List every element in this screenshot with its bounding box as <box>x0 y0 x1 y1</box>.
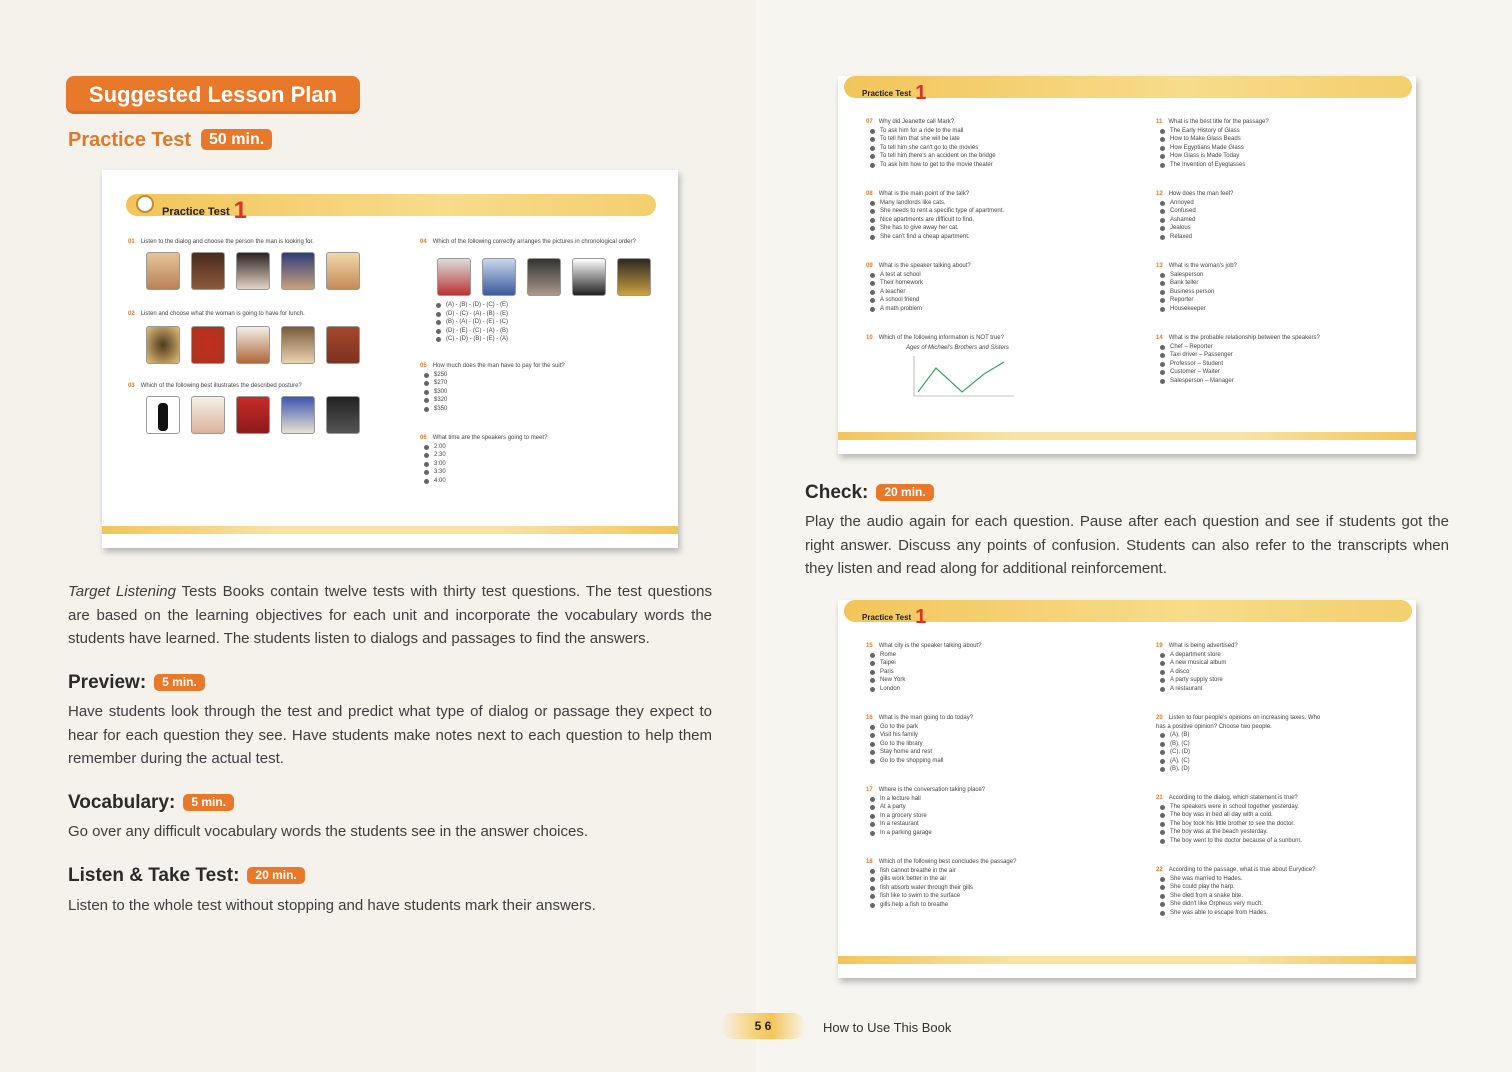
photo-food-1 <box>146 326 180 364</box>
photo-posture-1 <box>146 396 180 434</box>
practice-test-time-badge: 50 min. <box>201 129 272 150</box>
question-8: 08 What is the main point of the talk? Many landlords like cats. She needs to rent a specific type of apartment. Nice apartments are difficult to find. She has to give away her cat. She can't find a cheap apartment. <box>866 190 1126 241</box>
thumb-footer-bar <box>838 432 1416 440</box>
question-16: 16 What is the man going to do today? Go to the park Visit his family Go to the library Stay home and rest Go to the shopping mall <box>866 714 1126 765</box>
thumb-footer-bar <box>838 956 1416 964</box>
photo-posture-2 <box>191 396 225 434</box>
photo-sequence-a <box>437 258 471 296</box>
question-13: 13 What is the woman's job? Salesperson Bank teller Business person Reporter Housekeeper <box>1156 262 1406 313</box>
book-title: Target Listening <box>68 583 176 600</box>
photo-woman-2 <box>191 252 225 290</box>
practice-test-page-thumbnail-1 <box>102 170 678 548</box>
question-20: 20 Listen to four people's opinions on increasing taxes. Who has a positive opinion? Choose two people. (A), (B) (B), (C) (C), (D) (A), (C) (B), (D) <box>1156 714 1326 774</box>
question-3: 03 Which of the following best illustrates the described posture? <box>128 383 302 389</box>
check-heading: Check: 20 min. <box>805 482 934 504</box>
photo-food-3 <box>236 326 270 364</box>
thumb-header-bar <box>844 600 1412 622</box>
photo-woman-4 <box>281 252 315 290</box>
thumb-title: Practice Test 1 <box>162 197 248 224</box>
photo-food-2 <box>191 326 225 364</box>
photo-sequence-c <box>527 258 561 296</box>
thumb-footer-bar <box>102 526 678 534</box>
question-7: 07 Why did Jeanette call Mark? To ask him for a ride to the mall To tell him that she will be late To tell him she can't go to the movies To tell him there's an accident on the bridge To ask him how to get to the movie theater <box>866 118 1126 169</box>
photo-woman-3 <box>236 252 270 290</box>
question-14: 14 What is the probable relationship between the speakers? Chef – Reporter Taxi driver – Passenger Professor – Student Customer – Waiter Salesperson – Manager <box>1156 334 1406 385</box>
practice-test-page-thumbnail-3 <box>838 600 1416 978</box>
vocabulary-heading: Vocabulary: 5 min. <box>68 792 234 814</box>
question-15: 15 What city is the speaker talking about? Rome Taipei Paris New York London <box>866 642 1126 693</box>
question-9: 09 What is the speaker talking about? A test at school Their homework A teacher A school friend A math problem <box>866 262 1126 313</box>
photo-sequence-d <box>572 258 606 296</box>
question-6: 06 What time are the speakers going to meet? 2:00 2:30 3:00 3:30 4:00 <box>420 434 660 485</box>
question-11: 11 What is the best title for the passage? The Early History of Glass How to Make Glass Beads How Egyptians Made Glass How Glass is Made Today The Invention of Eyeglasses <box>1156 118 1406 169</box>
preview-time-badge: 5 min. <box>154 674 205 691</box>
thumb-header-bar <box>844 76 1412 98</box>
photo-posture-5 <box>326 396 360 434</box>
preview-text: Have students look through the test and predict what type of dialog or passage they expect to hear for each question they see. Have students make notes next to each question to help them remember during the actual test. <box>68 703 712 767</box>
intro-text: Tests Books contain twelve tests with thirty test questions. The test questions are based on the learning objectives for each unit and incorporate the vocabulary words the students have learned. The students listen to dialogs and passages to find the answers. <box>68 583 713 647</box>
right-page <box>756 0 1512 1072</box>
photo-food-4 <box>281 326 315 364</box>
intro-paragraph <box>68 580 712 651</box>
listen-text: Listen to the whole test without stopping and have students mark their answers. <box>68 897 596 914</box>
question-22: 22 According to the passage, what is true about Eurydice? She was married to Hades. She could play the harp. She died from a snake bite. She didn't like Orpheus very much. She was able to escape from Hades. <box>1156 866 1406 917</box>
photo-posture-3 <box>236 396 270 434</box>
check-text: Play the audio again for each question. Pause after each question and see if students got the right answer. Discuss any points of confusion. Students can also refer to the transcripts when they listen and read along for additional reinforcement. <box>805 513 1449 577</box>
question-18: 18 Which of the following best concludes the passage? fish cannot breathe in the air gills work better in the air fish absorb water through their gills fish like to swim to the surface gills help a fish to breathe <box>866 858 1126 909</box>
listen-time-badge: 20 min. <box>247 867 304 884</box>
photo-woman-5 <box>326 252 360 290</box>
question-10: 10 Which of the following information is NOT true? <box>866 335 1004 341</box>
photo-posture-4 <box>281 396 315 434</box>
question-2: 02 Listen and choose what the woman is going to have for lunch. <box>128 311 305 317</box>
question-21: 21 According to the dialog, which statement is true? The speakers were in school together yesterday. The boy was in bed all day with a cold. The boy took his little brother to see the doctor. The boy was at the beach yesterday. The boy went to the doctor because of a sunburn. <box>1156 794 1406 845</box>
thumb-title: Practice Test 1 <box>862 606 927 628</box>
question-10-line-chart <box>906 354 1016 402</box>
photo-woman-1 <box>146 252 180 290</box>
question-5: 05 How much does the man have to pay for the suit? $250 $270 $300 $320 $350 <box>420 362 660 413</box>
vocabulary-text: Go over any difficult vocabulary words the students see in the answer choices. <box>68 823 588 840</box>
photo-sequence-b <box>482 258 516 296</box>
clock-icon <box>136 195 154 213</box>
preview-heading: Preview: 5 min. <box>68 672 205 694</box>
practice-test-label: Practice Test <box>68 129 192 151</box>
photo-sequence-e <box>617 258 651 296</box>
check-time-badge: 20 min. <box>876 484 933 501</box>
book-section-title: How to Use This Book <box>823 1020 952 1035</box>
listen-heading: Listen & Take Test: 20 min. <box>68 865 305 887</box>
question-1: 01 Listen to the dialog and choose the person the man is looking for. <box>128 239 314 245</box>
thumb-title: Practice Test 1 <box>862 82 927 104</box>
page-numbers: 5 6 <box>720 1013 806 1039</box>
question-17: 17 Where is the conversation taking place? In a lecture hall At a party In a grocery store In a restaurant In a parking garage <box>866 786 1126 837</box>
photo-food-5 <box>326 326 360 364</box>
question-19: 19 What is being advertised? A department store A new musical album A disco A party supply store A restaurant <box>1156 642 1406 693</box>
lesson-plan-banner: Suggested Lesson Plan <box>66 76 360 114</box>
vocabulary-time-badge: 5 min. <box>183 794 234 811</box>
practice-test-heading <box>68 129 272 152</box>
practice-test-page-thumbnail-2 <box>838 76 1416 454</box>
question-4: 04 Which of the following correctly arranges the pictures in chronological order? <box>420 239 636 245</box>
question-12: 12 How does the man feel? Annoyed Confused Ashamed Jealous Relaxed <box>1156 190 1406 241</box>
question-10-chart-title: Ages of Michael's Brothers and Sisters <box>906 345 1009 351</box>
question-4-options: (A) - (B) - (D) - (C) - (E) (D) - (C) - (A) - (B) - (E) (B) - (A) - (D) - (E) - (C) (D) - (E) - (C) - (A) - (B) (C) - (D) - (B) - (E) - (A) <box>432 301 552 344</box>
